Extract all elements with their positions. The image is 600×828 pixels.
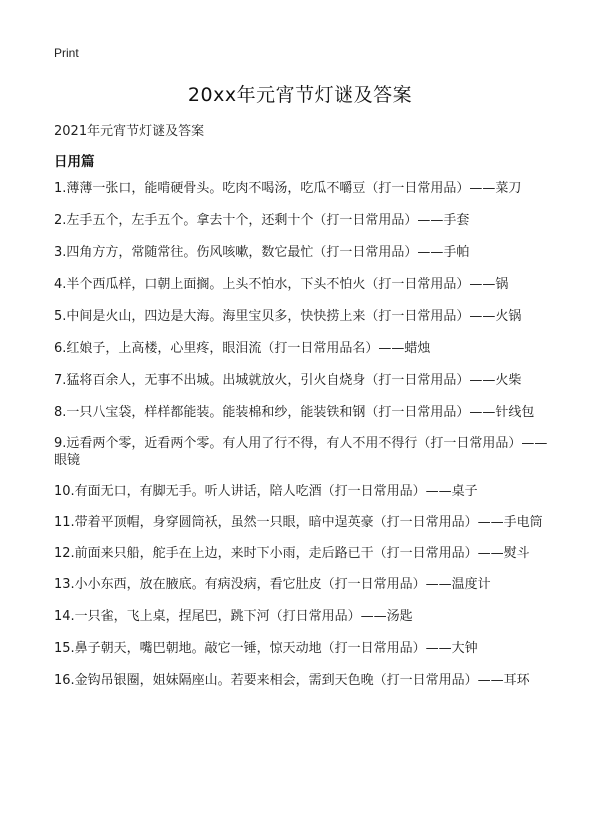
riddle-item: 9.远看两个零，近看两个零。有人用了行不得，有人不用不得行（打一日常用品）——眼镜 [54, 436, 548, 468]
riddle-item: 14.一只雀，飞上桌，捏尾巴，跳下河（打日常用品）——汤匙 [54, 609, 413, 624]
riddle-item: 12.前面来只船，舵手在上边，来时下小雨，走后路已干（打一日常用品）——熨斗 [54, 546, 530, 561]
riddle-item: 13.小小东西，放在腋底。有病没病，看它肚皮（打一日常用品）——温度计 [54, 577, 491, 592]
riddle-item: 15.鼻子朝天，嘴巴朝地。敲它一锤，惊天动地（打一日常用品）——大钟 [54, 641, 478, 656]
riddle-item: 5.中间是火山，四边是大海。海里宝贝多，快快捞上来（打一日常用品）——火锅 [54, 309, 522, 324]
section-heading: 日用篇 [54, 154, 95, 170]
riddle-item: 11.带着平顶帽，身穿圆筒袄，虽然一只眼，暗中逞英豪（打一日常用品）——手电筒 [54, 515, 543, 530]
riddle-item: 8.一只八宝袋，样样都能装。能装棉和纱，能装铁和钢（打一日常用品）——针线包 [54, 405, 535, 420]
document-title: 20xx年元宵节灯谜及答案 [187, 84, 413, 106]
print-label: Print [54, 46, 79, 60]
document-subtitle: 2021年元宵节灯谜及答案 [54, 124, 205, 139]
riddle-item: 1.薄薄一张口，能啃硬骨头。吃肉不喝汤，吃瓜不嚼豆（打一日常用品）——菜刀 [54, 181, 522, 196]
riddle-list [54, 180, 554, 689]
riddle-item: 7.猛将百余人，无事不出城。出城就放火，引火自烧身（打一日常用品）——火柴 [54, 373, 522, 388]
riddle-item: 2.左手五个，左手五个。拿去十个，还剩十个（打一日常用品）——手套 [54, 213, 470, 228]
riddle-item: 10.有面无口，有脚无手。听人讲话，陪人吃酒（打一日常用品）——桌子 [54, 484, 478, 499]
riddle-item: 6.红娘子，上高楼，心里疼，眼泪流（打一日常用品名）——蜡烛 [54, 341, 431, 356]
riddle-item: 3.四角方方，常随常往。伤风咳嗽，数它最忙（打一日常用品）——手帕 [54, 245, 470, 260]
riddle-item: 4.半个西瓜样，口朝上面搁。上头不怕水，下头不怕火（打一日常用品）——锅 [54, 277, 509, 292]
riddle-item: 16.金钩吊银圈，姐妹隔座山。若要来相会，需到天色晚（打一日常用品）——耳环 [54, 673, 530, 688]
